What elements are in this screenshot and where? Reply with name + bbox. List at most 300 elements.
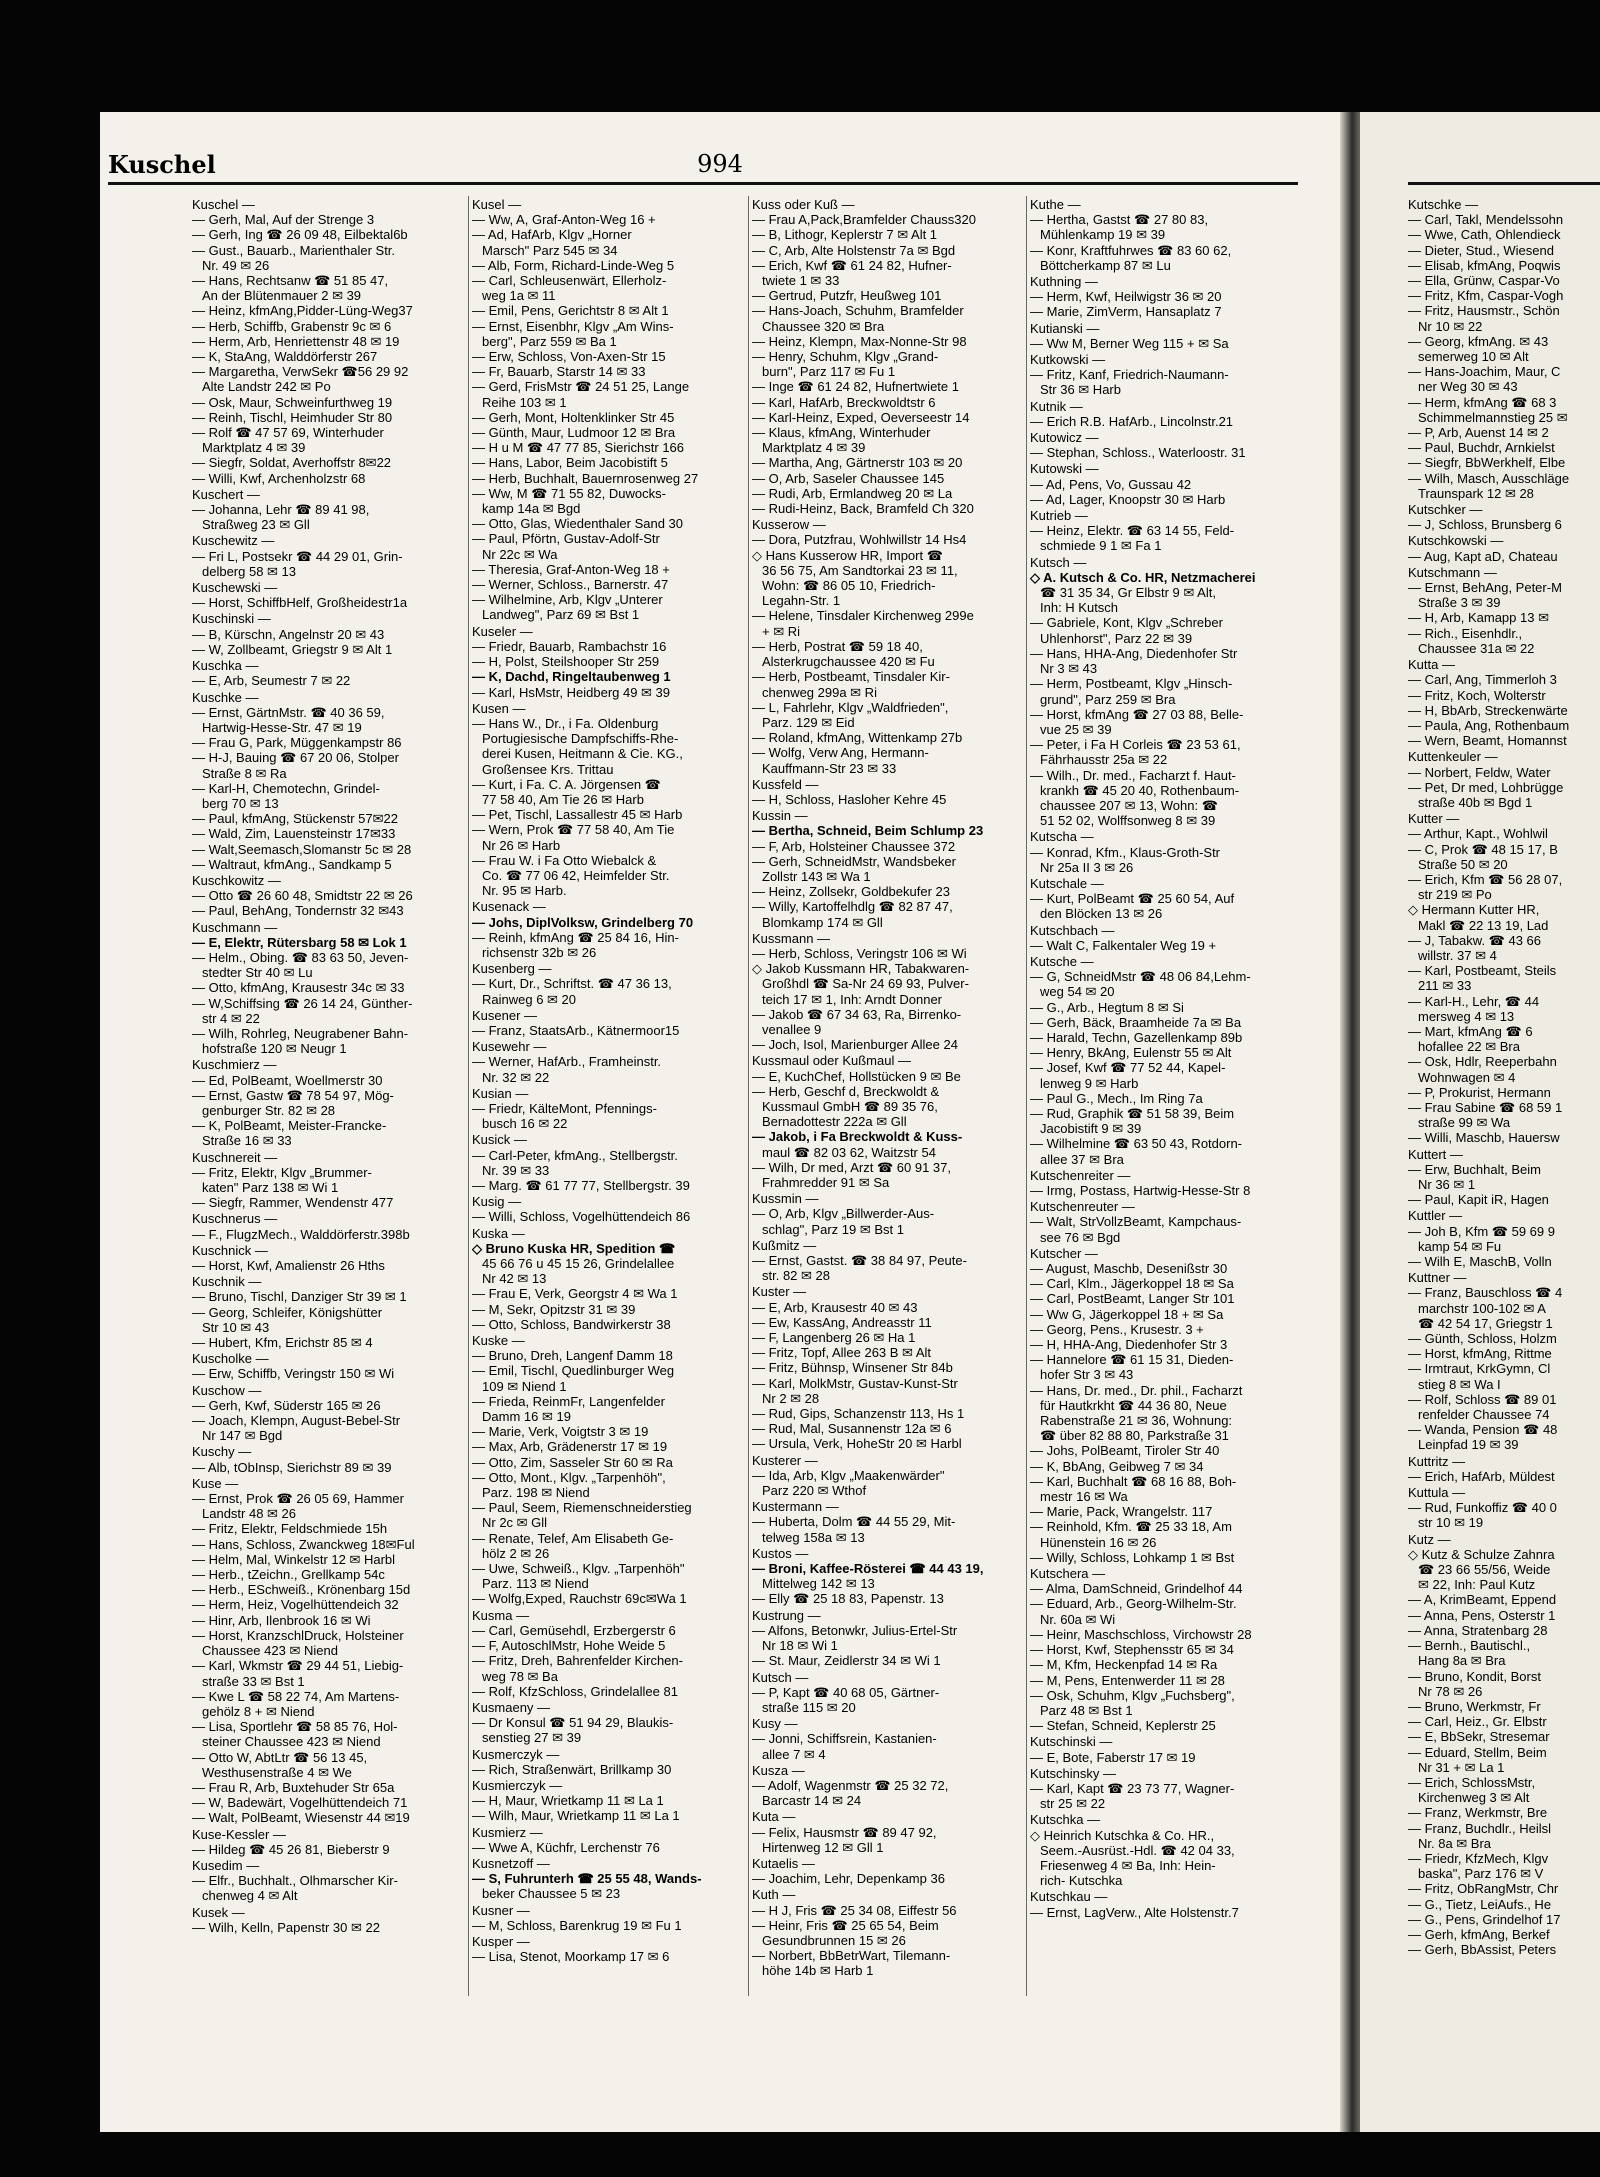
directory-entry-line: — Bruno, Tischl, Danziger Str 39 ✉ 1 — [192, 1289, 407, 1305]
directory-entry-line: — Eduard, Arb., Georg-Wilhelm-Str. — [1030, 1596, 1237, 1612]
directory-entry-line: venallee 9 — [762, 1021, 822, 1037]
surname-heading: Kuschnerus — — [192, 1211, 278, 1227]
surname-heading: Kußmitz — — [752, 1237, 817, 1253]
directory-entry-line: — Dora, Putzfrau, Wohlwillstr 14 Hs4 — [752, 532, 967, 548]
directory-entry-line: Hirtenweg 12 ✉ Gll 1 — [762, 1839, 884, 1855]
directory-entry-line: — Rolf, Schloss ☎ 89 01 — [1408, 1391, 1557, 1407]
surname-heading: Kustrung — — [752, 1607, 821, 1623]
surname-heading: Kutschinsky — — [1030, 1765, 1116, 1781]
directory-entry-line: Nr 147 ✉ Bgd — [202, 1428, 283, 1444]
directory-entry-line: — Gerh, Kwf, Süderstr 165 ✉ 26 — [192, 1397, 381, 1413]
directory-entry-line: — Fritz, Kfm, Caspar-Vogh — [1408, 288, 1564, 304]
directory-entry-line: — G., Tietz, LeiAufs., He — [1408, 1896, 1552, 1912]
directory-entry-line: — Karl, Kapt ☎ 23 73 77, Wagner- — [1030, 1780, 1235, 1796]
surname-heading: Kustos — — [752, 1545, 809, 1561]
directory-entry-line: — Willy, Schloss, Lohkamp 1 ✉ Bst — [1030, 1549, 1235, 1565]
directory-entry-line: — Anna, Stratenbarg 28 — [1408, 1622, 1548, 1638]
directory-entry-line: — K, Dachd, Ringeltaubenweg 1 — [472, 669, 671, 685]
surname-heading: Kutkowski — — [1030, 352, 1106, 368]
directory-entry-line: ✉ 22, Inh: Paul Kutz — [1418, 1577, 1536, 1593]
directory-entry-line: — A, KrimBeamt, Eppend — [1408, 1592, 1557, 1608]
directory-entry-line: — Hans-Joach, Schuhm, Bramfelder — [752, 303, 964, 319]
directory-entry-line: — Ella, Grünw, Caspar-Vo — [1408, 273, 1560, 289]
surname-heading: Kusek — — [192, 1904, 245, 1920]
surname-heading: Kutaelis — — [752, 1855, 815, 1871]
directory-entry-line: — Hans W., Dr., i Fa. Oldenburg — [472, 715, 659, 731]
directory-entry-line: — Ernst, Eisenbhr, Klgv „Am Wins- — [472, 318, 674, 334]
directory-entry-line: — Erich R.B. HafArb., Lincolnstr.21 — [1030, 413, 1234, 429]
directory-entry-line: — Otto, Mont., Klgv. „Tarpenhöh", — [472, 1469, 666, 1485]
surname-heading: Kutter — — [1408, 811, 1460, 827]
directory-entry-line: — Otto ☎ 26 60 48, Smidtstr 22 ✉ 26 — [192, 888, 413, 904]
directory-entry-line: Nr 22c ✉ Wa — [482, 546, 558, 562]
directory-entry-line: — Carl, Gemüsehdl, Erzbergerstr 6 — [472, 1622, 676, 1638]
directory-entry-line: — Reinh, kfmAng ☎ 25 84 16, Hin- — [472, 929, 679, 945]
directory-entry-line: 51 52 02, Wolffsonweg 8 ✉ 39 — [1040, 813, 1216, 829]
directory-entry-line: Nr 42 ✉ 13 — [482, 1271, 547, 1287]
directory-entry-line: ◇ Jakob Kussmann HR, Tabakwaren- — [752, 961, 970, 977]
directory-entry-line: — Erw, Buchhalt, Beim — [1408, 1161, 1541, 1177]
directory-entry-line: grund", Parz 259 ✉ Bra — [1040, 691, 1176, 707]
directory-entry-line: — M, Kfm, Heckenpfad 14 ✉ Ra — [1030, 1657, 1218, 1673]
surname-heading: Kuschke — — [192, 689, 259, 705]
directory-entry-line: — Aug, Kapt aD, Chateau — [1408, 548, 1558, 564]
directory-entry-line: — M, Sekr, Opitzstr 31 ✉ 39 — [472, 1301, 636, 1317]
surname-heading: Kusick — — [472, 1132, 527, 1148]
directory-entry-line: — Horst, kfmAng, Rittme — [1408, 1346, 1552, 1362]
directory-entry-line: — Rich., Eisenhdlr., — [1408, 625, 1523, 641]
surname-heading: Kusserow — — [752, 517, 826, 533]
directory-entry-line: Frahmredder 91 ✉ Sa — [762, 1175, 890, 1190]
directory-entry-line: — Ww, A, Graf-Anton-Weg 16 + — [472, 212, 656, 228]
directory-entry-line: Böttcherkamp 87 ✉ Lu — [1040, 257, 1171, 273]
directory-entry-line: — Helm, Mal, Winkelstr 12 ✉ Harbl — [192, 1551, 396, 1567]
directory-entry-line: — Alb, tObInsp, Sierichstr 89 ✉ 39 — [192, 1459, 392, 1475]
surname-heading: Kuschnereit — — [192, 1149, 278, 1165]
directory-column-4 — [1030, 196, 1300, 1996]
directory-entry-line: ☎ 42 54 17, Griegstr 1 — [1418, 1315, 1553, 1331]
directory-entry-line: Straße 50 ✉ 20 — [1418, 856, 1508, 872]
directory-entry-line: Reihe 103 ✉ 1 — [482, 394, 567, 410]
directory-entry-line: — Theresia, Graf-Anton-Weg 18 + — [472, 561, 670, 577]
directory-entry-line: kamp 54 ✉ Fu — [1418, 1238, 1502, 1254]
directory-entry-line: — Wwe, Cath, Ohlendieck — [1408, 227, 1561, 243]
directory-entry-line: berg", Parz 559 ✉ Ba 1 — [482, 333, 617, 349]
directory-entry-line: ☎ 31 35 34, Gr Elbstr 9 ✉ Alt, — [1040, 585, 1216, 601]
directory-entry-line: katen" Parz 138 ✉ Wi 1 — [202, 1180, 339, 1195]
directory-entry-line: — Erich, HafArb, Müldest — [1408, 1468, 1555, 1484]
directory-entry-line: — Ad, Lager, Knoopstr 30 ✉ Harb — [1030, 491, 1226, 507]
directory-entry-line: Marktplatz 4 ✉ 39 — [762, 440, 866, 456]
surname-heading: Kuta — — [752, 1809, 796, 1825]
directory-entry-line: — Rud, Mal, Susannenstr 12a ✉ 6 — [752, 1421, 952, 1437]
directory-entry-line: — Horst, Kwf, Stephensstr 65 ✉ 34 — [1030, 1642, 1234, 1658]
directory-entry-line: — Frieda, ReinmFr, Langenfelder — [472, 1393, 665, 1409]
directory-entry-line: — Karl, HafArb, Breckwoldtstr 6 — [752, 394, 936, 410]
directory-entry-line: Inh: H Kutsch — [1040, 600, 1119, 616]
directory-entry-line: — Fritz, Hausmstr., Schön — [1408, 303, 1560, 319]
directory-entry-line: Legahn-Str. 1 — [762, 593, 841, 609]
surname-heading: Kutowicz — — [1030, 430, 1099, 446]
directory-entry-line: 211 ✉ 33 — [1418, 978, 1472, 994]
directory-entry-line: schmiede 9 1 ✉ Fa 1 — [1040, 538, 1162, 554]
directory-entry-line: — Franz, Buchdlr., Heilsl — [1408, 1820, 1552, 1836]
directory-entry-line: — Paul, BehAng, Tondernstr 32 ✉43 — [192, 903, 404, 919]
directory-entry-line: — Wern, Beamt, Homannst — [1408, 733, 1567, 749]
directory-entry-line: — Roland, kfmAng, Wittenkamp 27b — [752, 730, 963, 746]
directory-entry-line: ◇ Hans Kusserow HR, Import ☎ — [752, 547, 943, 563]
directory-entry-line: — Hannelore ☎ 61 15 31, Dieden- — [1030, 1352, 1234, 1368]
directory-entry-line: — Ernst, Gastw ☎ 78 54 97, Mög- — [192, 1087, 394, 1103]
surname-heading: Kuster — — [752, 1284, 807, 1300]
surname-heading: Kusel — — [472, 197, 522, 212]
directory-entry-line: Landweg", Parz 69 ✉ Bst 1 — [482, 607, 640, 623]
directory-entry-line: — Walt,Seemasch,Slomanstr 5c ✉ 28 — [192, 841, 412, 857]
directory-entry-line: chenweg 299a ✉ Ri — [762, 684, 877, 700]
directory-entry-line: An der Blütenmauer 2 ✉ 39 — [202, 288, 362, 304]
directory-entry-line: Barcastr 14 ✉ 24 — [762, 1793, 862, 1809]
directory-entry-line: — Bruno, Dreh, Langenf Damm 18 — [472, 1348, 673, 1364]
directory-entry-line: delberg 58 ✉ 13 — [202, 563, 297, 579]
surname-heading: Kuschnick — — [192, 1242, 268, 1258]
surname-heading: Kuscholke — — [192, 1351, 269, 1367]
directory-entry-line: beker Chaussee 5 ✉ 23 — [482, 1886, 621, 1902]
directory-entry-line: — Paula, Ang, Rothenbaum — [1408, 717, 1570, 733]
directory-entry-line: Rabenstraße 21 ✉ 36, Wohnung: — [1040, 1413, 1233, 1429]
directory-entry-line: — Herb, Schiffb, Grabenstr 9c ✉ 6 — [192, 318, 392, 334]
directory-entry-line: — St. Maur, Zeidlerstr 34 ✉ Wi 1 — [752, 1653, 941, 1669]
surname-heading: Kuss oder Kuß — — [752, 197, 855, 212]
directory-entry-line: — Gertrud, Putzfr, Heußweg 101 — [752, 288, 942, 304]
surname-heading: Kussmin — — [752, 1191, 819, 1207]
directory-entry-line: — K, PolBeamt, Meister-Francke- — [192, 1118, 387, 1134]
directory-entry-line: — Siegfr, BbWerkhelf, Elbe — [1408, 455, 1566, 471]
directory-entry-line: — H, BbArb, Streckenwärte — [1408, 702, 1568, 718]
directory-entry-line: — Jakob, i Fa Breckwoldt & Kuss- — [752, 1129, 963, 1145]
directory-entry-line: — Dr Konsul ☎ 51 94 29, Blaukis- — [472, 1715, 674, 1731]
directory-entry-line: Nr. 60a ✉ Wi — [1040, 1611, 1116, 1627]
surname-heading: Kutschbach — — [1030, 922, 1115, 938]
surname-heading: Kusmierz — — [472, 1824, 543, 1840]
directory-entry-line: — Georg, Schleifer, Königshütter — [192, 1304, 383, 1320]
directory-entry-line: — E, Bote, Faberstr 17 ✉ 19 — [1030, 1749, 1196, 1765]
directory-entry-line: — Carl-Peter, kfmAng., Stellbergstr. — [472, 1147, 678, 1163]
directory-entry-line: — Ww G, Jägerkoppel 18 + ✉ Sa — [1030, 1306, 1224, 1322]
directory-entry-line: Westhusenstraße 4 ✉ We — [202, 1764, 352, 1780]
directory-entry-line: — Carl, Schleusenwärt, Ellerholz- — [472, 273, 667, 289]
directory-entry-line: Gesundbrunnen 15 ✉ 26 — [762, 1932, 906, 1948]
surname-heading: Kutschera — — [1030, 1566, 1106, 1582]
directory-entry-line: — Bruno, Werkmstr, Fr — [1408, 1698, 1541, 1714]
directory-entry-line: Hünenstein 16 ✉ 26 — [1040, 1534, 1157, 1550]
directory-entry-line: — Fr, Bauarb, Starstr 14 ✉ 33 — [472, 364, 646, 380]
directory-entry-line: — Wilh, Rohrleg, Neugrabener Bahn- — [192, 1025, 409, 1041]
directory-entry-line: — Willi, Schloss, Vogelhüttendeich 86 — [472, 1209, 691, 1225]
directory-entry-line: Co. ☎ 77 06 42, Heimfelder Str. — [482, 867, 670, 883]
directory-entry-line: — Werner, HafArb., Framheinstr. — [472, 1054, 662, 1070]
directory-entry-line: str 25 ✉ 22 — [1040, 1796, 1106, 1812]
directory-entry-line: — Lisa, Sportlehr ☎ 58 85 76, Hol- — [192, 1719, 398, 1735]
directory-entry-line: — Reinhold, Kfm. ☎ 25 33 18, Am — [1030, 1519, 1232, 1535]
directory-entry-line: chenweg 4 ✉ Alt — [202, 1888, 298, 1904]
surname-heading: Kussin — — [752, 808, 808, 824]
directory-entry-line: — Peter, i Fa H Corleis ☎ 23 53 61, — [1030, 737, 1241, 753]
directory-entry-line: renfelder Chaussee 74 — [1418, 1407, 1550, 1423]
directory-entry-line: — W, Zollbeamt, Griegstr 9 ✉ Alt 1 — [192, 641, 393, 657]
directory-entry-line: — Erich, SchlossMstr, — [1408, 1774, 1536, 1790]
directory-entry-line: Marktplatz 4 ✉ 39 — [202, 440, 306, 456]
directory-entry-line: — Herb, Geschf d, Breckwoldt & — [752, 1083, 940, 1099]
directory-entry-line: — Joch, Isol, Marienburger Allee 24 — [752, 1037, 958, 1053]
directory-entry-line: — H, HHA-Ang, Diedenhofer Str 3 — [1030, 1337, 1228, 1353]
directory-entry-line: — F, AutoschlMstr, Hohe Weide 5 — [472, 1638, 666, 1654]
directory-entry-line: busch 16 ✉ 22 — [482, 1116, 568, 1132]
directory-entry-line: — Fritz, ObRangMstr, Chr — [1408, 1881, 1559, 1897]
directory-entry-line: — P, Prokurist, Hermann — [1408, 1084, 1551, 1100]
directory-entry-line: str 10 ✉ 19 — [1418, 1515, 1484, 1531]
directory-entry-line: — Willi, Maschb, Hauersw — [1408, 1130, 1560, 1146]
surname-heading: Kusen — — [472, 700, 526, 716]
directory-entry-line: — Karl, MolkMstr, Gustav-Kunst-Str — [752, 1375, 958, 1391]
directory-entry-line: — Hans, Rechtsanw ☎ 51 85 47, — [192, 273, 389, 289]
directory-entry-line: — Gerh, BbAssist, Peters — [1408, 1942, 1557, 1958]
directory-entry-line: — Klaus, kfmAng, Winterhuder — [752, 425, 931, 441]
directory-entry-line: — Frau Sabine ☎ 68 59 1 — [1408, 1099, 1563, 1115]
directory-entry-line: — Erw, Schloss, Von-Axen-Str 15 — [472, 349, 666, 365]
directory-entry-line: — Pet, Tischl, Lassallestr 45 ✉ Harb — [472, 807, 683, 823]
directory-entry-line: — Uwe, Schweiß., Klgv. „Tarpenhöh" — [472, 1561, 685, 1577]
directory-entry-line: schlag", Parz 19 ✉ Bst 1 — [762, 1221, 904, 1237]
surname-heading: Kustermann — — [752, 1499, 839, 1515]
directory-entry-line: — Konr, Kraftfuhrwes ☎ 83 60 62, — [1030, 242, 1232, 258]
directory-entry-line: str 219 ✉ Po — [1418, 887, 1492, 903]
directory-entry-line: höhe 14b ✉ Harb 1 — [762, 1963, 874, 1979]
directory-entry-line: straße 33 ✉ Bst 1 — [202, 1673, 305, 1689]
directory-entry-line: 45 66 76 u 45 15 26, Grindelallee — [482, 1256, 675, 1272]
directory-entry-line: twiete 1 ✉ 33 — [762, 273, 840, 289]
directory-entry-line: — Ida, Arb, Klgv „Maakenwärder" — [752, 1467, 945, 1483]
directory-entry-line: kamp 14a ✉ Bgd — [482, 501, 581, 517]
directory-entry-line: — August, Maschb, Desenißstr 30 — [1030, 1261, 1228, 1277]
directory-entry-line: Blomkamp 174 ✉ Gll — [762, 914, 883, 930]
directory-entry-line: weg 1a ✉ 11 — [482, 288, 556, 304]
surname-heading: Kutsch — — [1030, 554, 1087, 570]
directory-entry-line: — Eduard, Stellm, Beim — [1408, 1744, 1547, 1760]
directory-entry-line: — H u M ☎ 47 77 85, Sierichstr 166 — [472, 440, 685, 456]
directory-entry-line: lenweg 9 ✉ Harb — [1040, 1075, 1139, 1091]
directory-entry-line: — Wanda, Pension ☎ 48 — [1408, 1422, 1558, 1438]
directory-entry-line: — Ursula, Verk, HoheStr 20 ✉ Harbl — [752, 1436, 962, 1452]
directory-entry-line: 77 58 40, Am Tie 26 ✉ Harb — [482, 791, 644, 807]
surname-heading: Kutschkowski — — [1408, 533, 1504, 549]
directory-entry-line: Großensee Krs. Trittau — [482, 761, 614, 777]
directory-entry-line: baska", Parz 176 ✉ V — [1418, 1866, 1544, 1882]
directory-entry-line: — Osk, Schuhm, Klgv „Fuchsberg", — [1030, 1687, 1235, 1703]
directory-entry-line: Kirchenweg 3 ✉ Alt — [1418, 1790, 1530, 1806]
directory-entry-line: straße 40b ✉ Bgd 1 — [1418, 794, 1533, 810]
directory-entry-line: — Renate, Telef, Am Elisabeth Ge- — [472, 1530, 674, 1546]
directory-entry-line: — Franz, StaatsArb., Kätnermoor15 — [472, 1022, 680, 1038]
directory-entry-line: — Hans, Labor, Beim Jacobistift 5 — [472, 455, 668, 471]
directory-column-2 — [472, 196, 742, 1996]
directory-entry-line: — Irmtraut, KrkGymn, Cl — [1408, 1361, 1551, 1377]
surname-heading: Kutschmann — — [1408, 564, 1497, 580]
directory-entry-line: — Wald, Zim, Lauensteinstr 17✉33 — [192, 826, 396, 842]
directory-entry-line: — Huberta, Dolm ☎ 44 55 29, Mit- — [752, 1514, 956, 1530]
surname-heading: Kutschenreuter — — [1030, 1199, 1135, 1215]
surname-heading: Kutschkau — — [1030, 1889, 1108, 1905]
surname-heading: Kuseler — — [472, 623, 533, 639]
directory-entry-line: — Lisa, Stenot, Moorkamp 17 ✉ 6 — [472, 1949, 670, 1965]
directory-entry-line: — Harald, Techn, Gazellenkamp 89b — [1030, 1029, 1243, 1045]
directory-entry-line: — Joh B, Kfm ☎ 59 69 9 — [1408, 1223, 1555, 1239]
directory-entry-line: — Fritz, Kanf, Friedrich-Naumann- — [1030, 367, 1229, 383]
directory-entry-line: — Erich, Kfm ☎ 56 28 07, — [1408, 871, 1563, 887]
directory-entry-line: — H J, Fris ☎ 25 34 08, Eiffestr 56 — [752, 1902, 957, 1918]
directory-entry-line: — Anna, Pens, Osterstr 1 — [1408, 1607, 1556, 1623]
surname-heading: Kusma — — [472, 1607, 530, 1623]
directory-entry-line: — Herm, Heiz, Vogelhüttendeich 32 — [192, 1597, 399, 1613]
directory-entry-line: — Herm, Arb, Henriettenstr 48 ✉ 19 — [192, 333, 400, 349]
directory-entry-line: ◇ Heinrich Kutschka & Co. HR., — [1030, 1827, 1215, 1843]
directory-entry-line: — Fri L, Postsekr ☎ 44 29 01, Grin- — [192, 548, 403, 564]
directory-entry-line: — Johs, DiplVolksw, Grindelberg 70 — [472, 914, 694, 930]
directory-entry-line: vue 25 ✉ 39 — [1040, 721, 1112, 737]
directory-entry-line: Nr. 39 ✉ 33 — [482, 1162, 550, 1178]
directory-entry-line: Mühlenkamp 19 ✉ 39 — [1040, 227, 1166, 243]
directory-entry-line: — Stefan, Schneid, Keplerstr 25 — [1030, 1718, 1216, 1734]
surname-heading: Kuschinski — — [192, 611, 271, 627]
directory-entry-line: — Adolf, Wagenmstr ☎ 25 32 72, — [752, 1777, 949, 1793]
directory-entry-line: — P, Kapt ☎ 40 68 05, Gärtner- — [752, 1684, 940, 1700]
directory-entry-line: Chaussee 31a ✉ 22 — [1418, 640, 1535, 656]
directory-entry-line: — Marie, Pack, Wrangelstr. 117 — [1030, 1504, 1213, 1520]
directory-entry-line: — H, Polst, Steilshooper Str 259 — [472, 654, 660, 670]
directory-entry-line: Nr 2 ✉ 28 — [762, 1390, 820, 1406]
directory-entry-line: stedter Str 40 ✉ Lu — [202, 965, 313, 981]
directory-entry-line: — Norbert, Feldw, Water — [1408, 764, 1551, 780]
directory-entry-line: — K, BbAng, Geibweg 7 ✉ 34 — [1030, 1458, 1204, 1474]
directory-entry-line: — Dieter, Stud., Wiesend — [1408, 242, 1554, 258]
directory-entry-line: Jacobistift 9 ✉ 39 — [1040, 1121, 1142, 1137]
directory-entry-line: ☎ 23 66 55/56, Weide — [1418, 1562, 1551, 1578]
directory-entry-line: — Ed, PolBeamt, Woellmerstr 30 — [192, 1072, 383, 1088]
directory-entry-line: maul ☎ 82 03 62, Waitzstr 54 — [762, 1144, 936, 1160]
directory-entry-line: — Marie, Verk, Voigtstr 3 ✉ 19 — [472, 1424, 649, 1440]
directory-entry-line: — K, StaAng, Walddörferstr 267 — [192, 349, 378, 365]
directory-entry-line: Nr 31 + ✉ La 1 — [1418, 1759, 1505, 1775]
directory-entry-line: — Paul, kfmAng, Stückenstr 57✉22 — [192, 811, 398, 827]
directory-entry-line: Uhlenhorst", Parz 22 ✉ 39 — [1040, 630, 1193, 646]
directory-entry-line: — Friedr, KfzMech, Klgv — [1408, 1850, 1549, 1866]
surname-heading: Kusy — — [752, 1716, 798, 1732]
surname-heading: Kuttler — — [1408, 1208, 1463, 1224]
directory-entry-line: Rainweg 6 ✉ 20 — [482, 991, 577, 1007]
directory-entry-line: Seem.-Ausrüst.-Hdl. ☎ 42 04 33, — [1040, 1842, 1235, 1858]
directory-entry-line: — Ernst, LagVerw., Alte Holstenstr.7 — [1030, 1904, 1239, 1920]
directory-entry-line: — Fritz, Dreh, Bahrenfelder Kirchen- — [472, 1653, 683, 1669]
directory-entry-line: — Gabriele, Kont, Klgv „Schreber — [1030, 615, 1223, 631]
directory-entry-line: — O, Arb, Klgv „Billwerder-Aus- — [752, 1206, 935, 1222]
directory-entry-line: — C, Prok ☎ 48 15 17, B — [1408, 841, 1558, 857]
directory-entry-line: Kussmaul GmbH ☎ 89 35 76, — [762, 1098, 938, 1114]
directory-entry-line: — Broni, Kaffee-Rösterei ☎ 44 43 19, — [752, 1561, 984, 1577]
directory-entry-line: — M, Schloss, Barenkrug 19 ✉ Fu 1 — [472, 1917, 682, 1933]
directory-entry-line: — Willi, Kwf, Archenholzstr 68 — [192, 470, 366, 486]
directory-entry-line: — E, Arb, Krausestr 40 ✉ 43 — [752, 1299, 918, 1315]
surname-heading: Kusmaeny — — [472, 1699, 551, 1715]
directory-entry-line: — H-J, Bauing ☎ 67 20 06, Stolper — [192, 750, 399, 766]
directory-entry-line: — Hildeg ☎ 45 26 81, Bieberstr 9 — [192, 1841, 390, 1857]
directory-entry-line: — Fritz, Koch, Wolterstr — [1408, 687, 1546, 703]
directory-entry-line: — Wilh, Dr med, Arzt ☎ 60 91 37, — [752, 1159, 951, 1175]
directory-entry-line: — Franz, Bauschloss ☎ 4 — [1408, 1285, 1563, 1301]
directory-entry-line: — Erich, Kwf ☎ 61 24 82, Hufner- — [752, 257, 952, 273]
directory-entry-line: — Carl, Takl, Mendelssohn — [1408, 212, 1564, 228]
directory-entry-line: Schimmelmannstieg 25 ✉ — [1418, 409, 1568, 425]
directory-entry-line: — Bernh., Bautischl., — [1408, 1638, 1531, 1654]
directory-entry-line: — Karl, HsMstr, Heidberg 49 ✉ 39 — [472, 684, 671, 700]
directory-entry-line: Straße 8 ✉ Ra — [202, 765, 287, 781]
directory-entry-line: Alte Landstr 242 ✉ Po — [202, 379, 331, 395]
directory-entry-line: — Heinz, Elektr. ☎ 63 14 55, Feld- — [1030, 523, 1235, 539]
directory-entry-line: Marsch" Parz 545 ✉ 34 — [482, 242, 618, 258]
directory-entry-line: — Ernst, Prok ☎ 26 05 69, Hammer — [192, 1491, 404, 1507]
directory-entry-line: — Friedr, Bauarb, Rambachstr 16 — [472, 638, 667, 654]
surname-heading: Kuschewitz — — [192, 533, 275, 549]
directory-entry-line: — Elfr., Buchhalt., Olhmarscher Kir- — [192, 1873, 398, 1889]
directory-entry-line: — Gerh, Bäck, Braamheide 7a ✉ Ba — [1030, 1014, 1242, 1030]
directory-entry-line: — P, Arb, Auenst 14 ✉ 2 — [1408, 425, 1549, 441]
directory-entry-line: — Kwe L ☎ 58 22 74, Am Martens- — [192, 1688, 400, 1704]
directory-entry-line: — M, Pens, Entenwerder 11 ✉ 28 — [1030, 1672, 1225, 1688]
directory-entry-line: hölz 2 ✉ 26 — [482, 1545, 550, 1561]
directory-entry-line: 109 ✉ Niend 1 — [482, 1378, 567, 1394]
surname-heading: Kusewehr — — [472, 1039, 547, 1055]
directory-entry-line: 36 56 75, Am Sandtorkai 23 ✉ 11, — [762, 562, 958, 578]
directory-entry-line: Wohnwagen ✉ 4 — [1418, 1069, 1516, 1085]
directory-entry-line: — Siegfr, Soldat, Averhoffstr 8✉22 — [192, 455, 392, 471]
header-rule — [108, 182, 1298, 185]
directory-entry-line: — Herb, Postbeamt, Tinsdaler Kir- — [752, 669, 950, 685]
directory-entry-line: — Heinz, Klempn, Max-Nonne-Str 98 — [752, 333, 967, 349]
directory-column-1 — [192, 196, 462, 1996]
directory-entry-line: — Herb, Postrat ☎ 59 18 40, — [752, 638, 923, 654]
directory-entry-line: — Elisab, kfmAng, Poqwis — [1408, 257, 1561, 273]
directory-entry-line: — E, KuchChef, Hollstücken 9 ✉ Be — [752, 1068, 961, 1084]
directory-entry-line: — Frau R, Arb, Buxtehuder Str 65a — [192, 1779, 395, 1795]
directory-entry-line: — Jonni, Schiffsrein, Kastanien- — [752, 1731, 937, 1747]
directory-entry-line: teich 17 ✉ 1, Inh: Arndt Donner — [762, 991, 943, 1007]
directory-entry-line: hofallee 22 ✉ Bra — [1418, 1039, 1520, 1055]
surname-heading: Kutschale — — [1030, 875, 1104, 891]
surname-heading: Kuska — — [472, 1225, 525, 1241]
directory-entry-line: — Horst, kfmAng ☎ 27 03 88, Belle- — [1030, 706, 1244, 722]
directory-entry-line: — Wolfg, Verw Ang, Hermann- — [752, 745, 929, 761]
directory-entry-line: Friesenweg 4 ✉ Ba, Inh: Hein- — [1040, 1857, 1216, 1873]
directory-entry-line: — Waltraut, kfmAng., Sandkamp 5 — [192, 856, 392, 872]
directory-entry-line: — Horst, Kwf, Amalienstr 26 Hths — [192, 1258, 385, 1274]
directory-entry-line: — Carl, Klm., Jägerkoppel 18 ✉ Sa — [1030, 1276, 1234, 1292]
directory-entry-line: gehölz 8 + ✉ Niend — [202, 1703, 315, 1719]
directory-entry-line: ◇ Bruno Kuska HR, Spedition ☎ — [472, 1240, 676, 1256]
directory-entry-line: — O, Arb, Saseler Chaussee 145 — [752, 470, 945, 486]
directory-entry-line: — Rudi, Arb, Ermlandweg 20 ✉ La — [752, 485, 953, 501]
directory-entry-line: — Erw, Schiffb, Veringstr 150 ✉ Wi — [192, 1366, 395, 1382]
surname-heading: Kuthe — — [1030, 197, 1081, 212]
directory-entry-line: str. 82 ✉ 28 — [762, 1268, 830, 1284]
directory-entry-line: marchstr 100-102 ✉ A — [1418, 1300, 1546, 1316]
